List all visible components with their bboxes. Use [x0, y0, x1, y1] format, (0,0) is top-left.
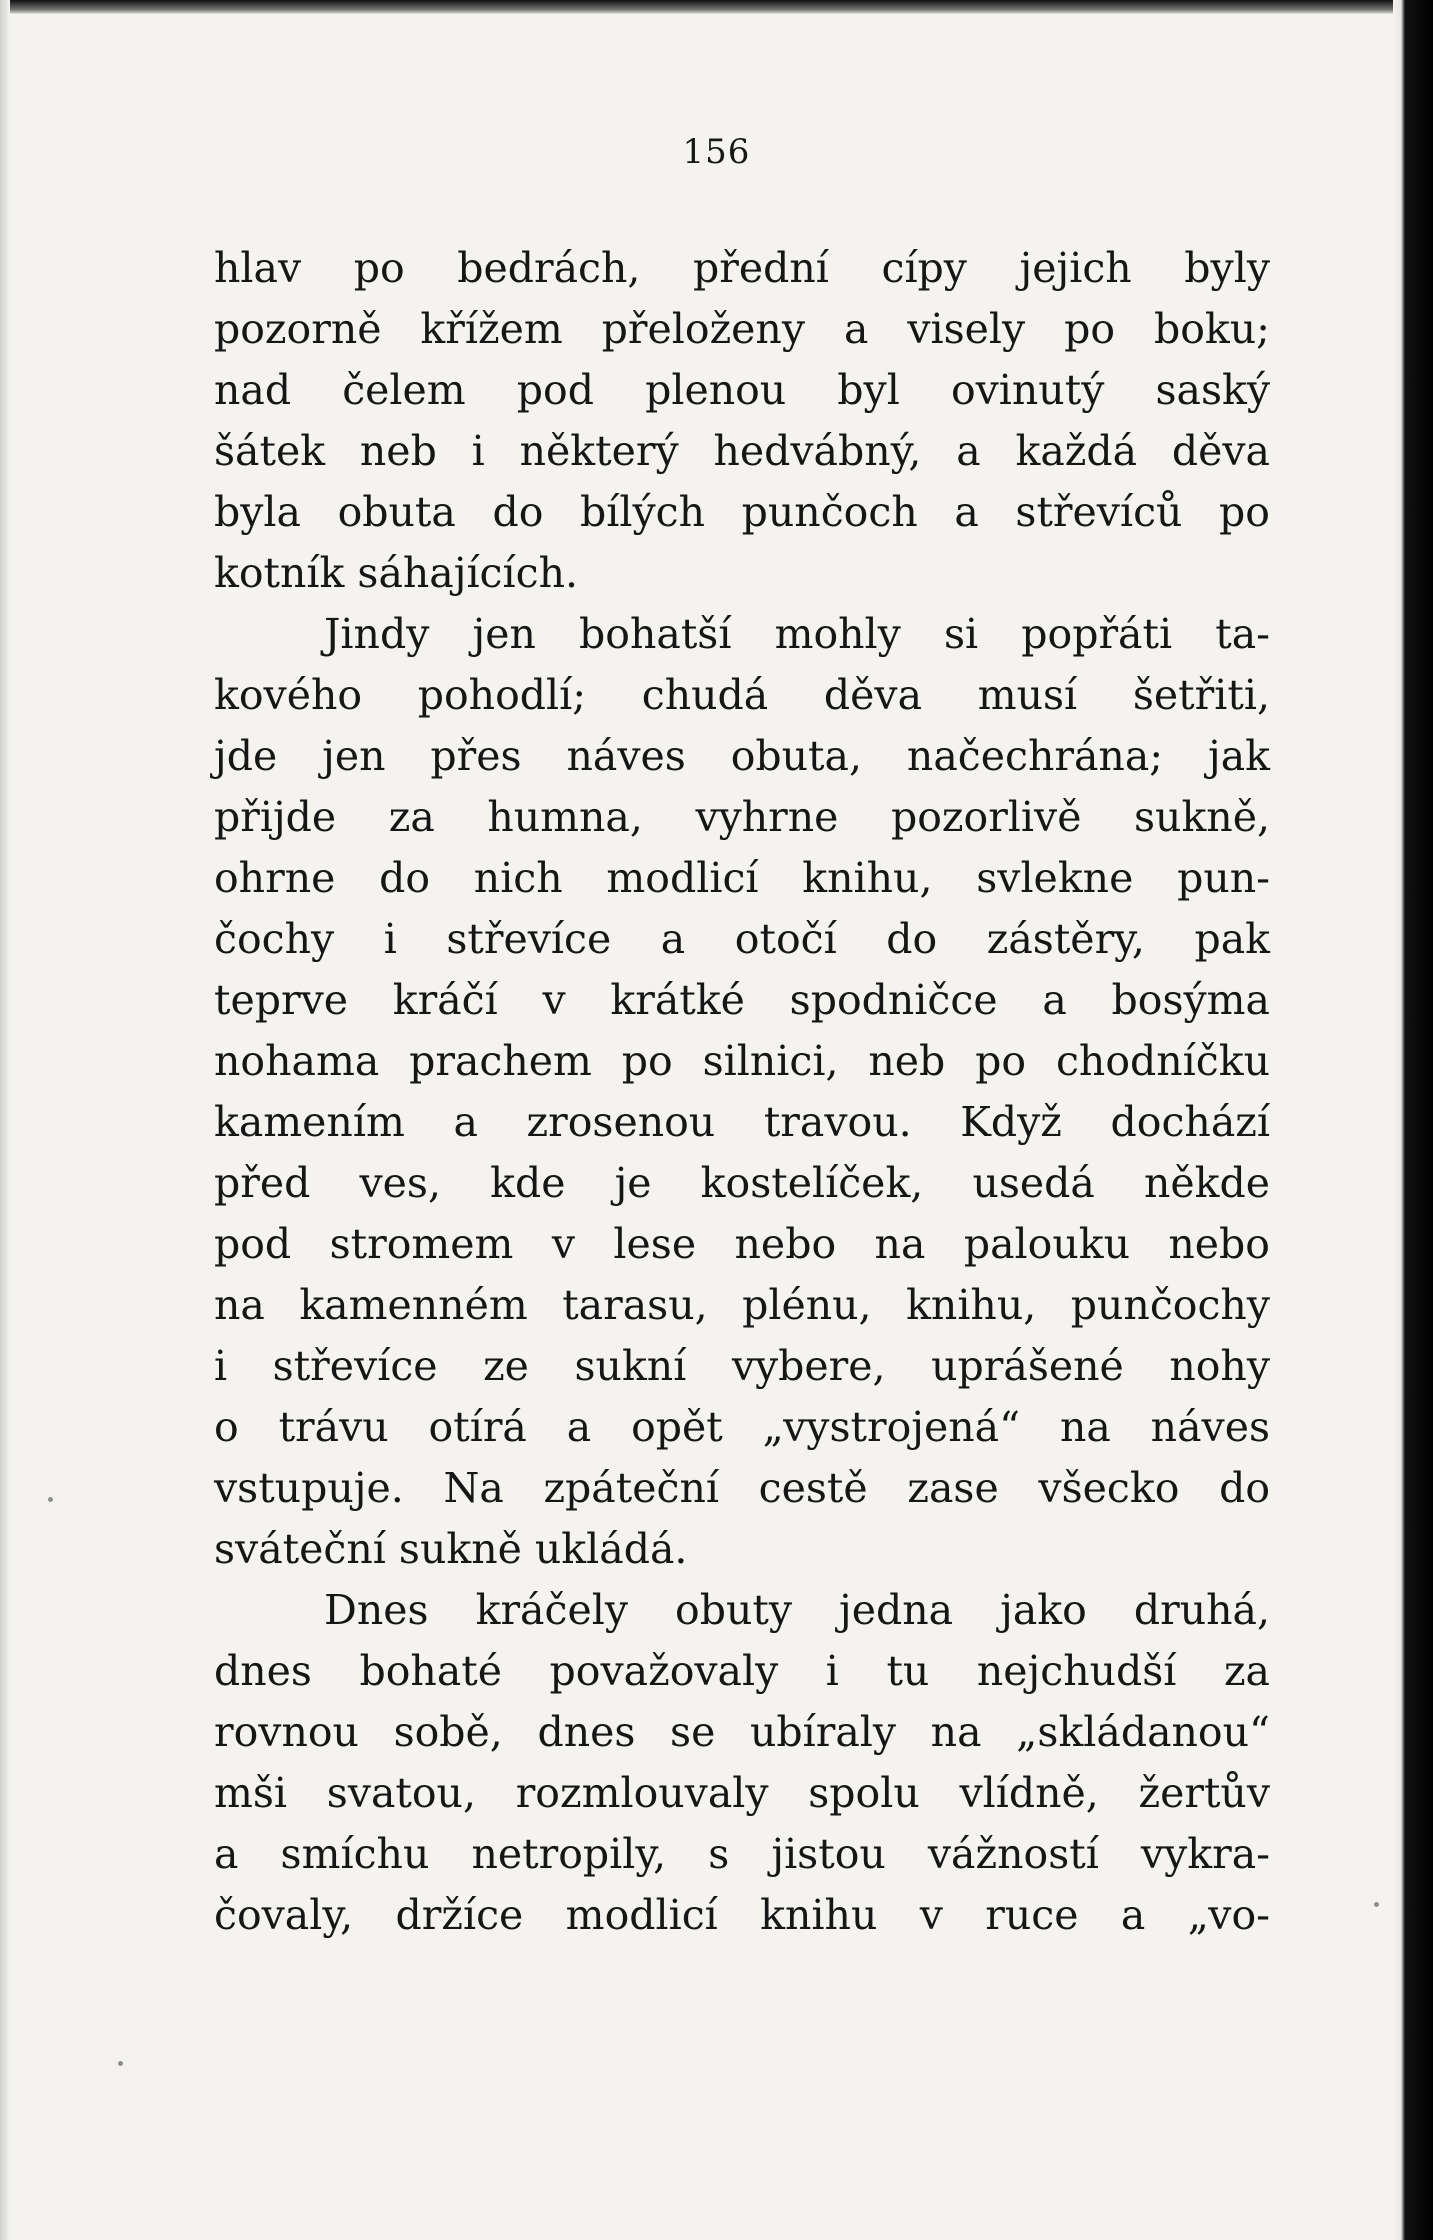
text-line: přijde za humna, vyhrne pozorlivě sukně,: [214, 793, 1270, 841]
text-line: i střevíce ze sukní vybere, uprášené nohy: [214, 1342, 1270, 1390]
text-line: jde jen přes náves obuta, načechrána; jak: [214, 732, 1270, 780]
text-line: čovaly, držíce modlicí knihu v ruce a „vo-: [214, 1891, 1270, 1939]
paragraph-start-line: Jindy jen bohatší mohly si popřáti ta-: [324, 610, 1270, 658]
page-left-shadow: [0, 0, 10, 2240]
paper-speck: [1374, 1902, 1379, 1907]
text-line: hlav po bedrách, přední cípy jejich byly: [214, 244, 1270, 292]
text-line: teprve kráčí v krátké spodničce a bosýma: [214, 976, 1270, 1024]
text-line: ohrne do nich modlicí knihu, svlekne pun-: [214, 854, 1270, 902]
text-line: rovnou sobě, dnes se ubíraly na „skládanou“: [214, 1708, 1270, 1756]
text-line: kamením a zrosenou travou. Když dochází: [214, 1098, 1270, 1146]
text-line: kotník sáhajících.: [214, 549, 579, 597]
text-line: a smíchu netropily, s jistou vážností vykra-: [214, 1830, 1270, 1878]
book-binding-edge: [1393, 0, 1433, 2240]
page-top-edge: [0, 0, 1433, 14]
text-line: vstupuje. Na zpáteční cestě zase všecko do: [214, 1464, 1270, 1512]
text-line: mši svatou, rozmlouvaly spolu vlídně, žertův: [214, 1769, 1270, 1817]
text-line: o trávu otírá a opět „vystrojená“ na náves: [214, 1403, 1270, 1451]
text-line: čochy i střevíce a otočí do zástěry, pak: [214, 915, 1270, 963]
text-line: dnes bohaté považovaly i tu nejchudší za: [214, 1647, 1270, 1695]
text-line: nad čelem pod plenou byl ovinutý saský: [214, 366, 1270, 414]
text-line: před ves, kde je kostelíček, usedá někde: [214, 1159, 1270, 1207]
text-line: pozorně křížem přeloženy a visely po boku;: [214, 305, 1270, 353]
text-line: byla obuta do bílých punčoch a střevíců po: [214, 488, 1270, 536]
text-line: kového pohodlí; chudá děva musí šetřiti,: [214, 671, 1270, 719]
text-line: nohama prachem po silnici, neb po chodníčku: [214, 1037, 1270, 1085]
text-line: sváteční sukně ukládá.: [214, 1525, 688, 1573]
paper-speck: [118, 2061, 123, 2066]
paper-speck: [48, 1497, 53, 1502]
text-line: na kamenném tarasu, plénu, knihu, punčochy: [214, 1281, 1270, 1329]
body-text: [214, 238, 1270, 1946]
text-line: šátek neb i některý hedvábný, a každá děva: [214, 427, 1270, 475]
paragraph-start-line: Dnes kráčely obuty jedna jako druhá,: [324, 1586, 1270, 1634]
text-line: pod stromem v lese nebo na palouku nebo: [214, 1220, 1270, 1268]
page-number: 156: [682, 132, 751, 172]
